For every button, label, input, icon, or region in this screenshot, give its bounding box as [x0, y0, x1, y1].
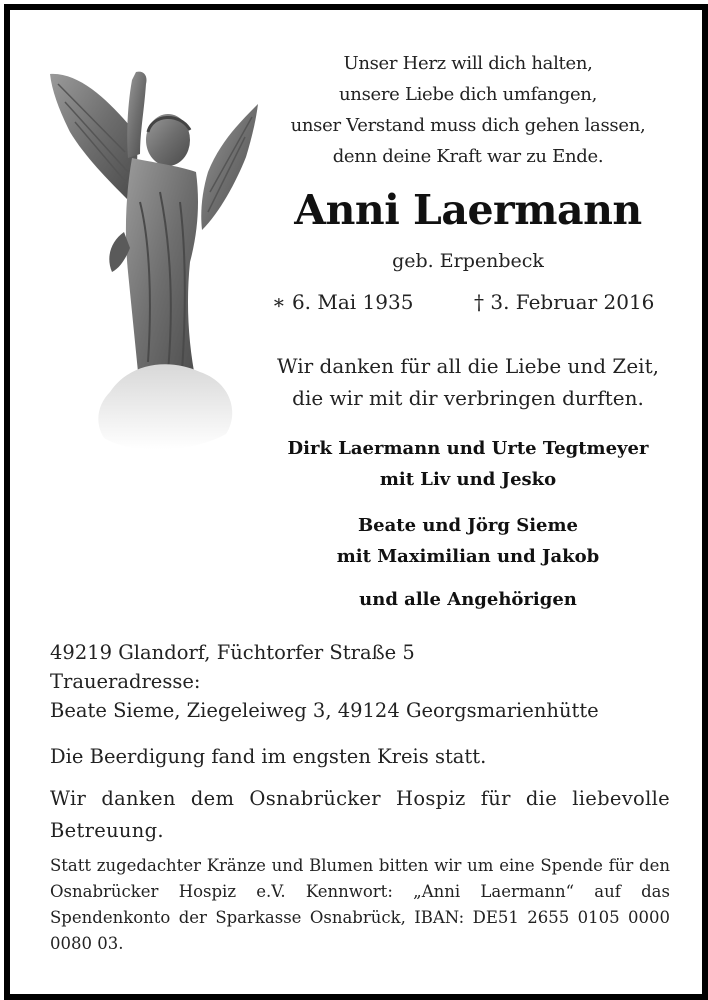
poem-line: unsere Liebe dich umfangen, — [338, 84, 598, 105]
funeral-note: Die Beerdigung fand im engsten Kreis statt. — [50, 745, 487, 768]
family-group-3: und alle Angehörigen — [359, 589, 577, 610]
birth-name: geb. Erpenbeck — [392, 250, 544, 272]
poem-line: denn deine Kraft war zu Ende. — [332, 146, 604, 167]
thanks-line: die wir mit dir verbringen durften. — [292, 386, 644, 410]
deceased-name: Anni Laermann — [294, 186, 642, 234]
death-date: † 3. Februar 2016 — [474, 290, 655, 314]
poem-line: unser Verstand muss dich gehen lassen, — [290, 115, 646, 136]
hospice-thanks: Wir danken dem Osnabrücker Hospiz für die liebevolle Betreuung. — [50, 787, 670, 842]
address-label: Traueradresse: — [50, 670, 201, 693]
thanks-verse — [272, 350, 664, 414]
birth-date: ∗ 6. Mai 1935 — [272, 290, 414, 314]
family-line: Beate und Jörg Sieme — [357, 515, 579, 536]
obituary-card — [4, 4, 708, 1000]
poem-line: Unser Herz will dich halten, — [343, 53, 593, 74]
address-block — [50, 638, 670, 725]
family-group-1 — [272, 433, 664, 495]
family-line: Dirk Laermann und Urte Tegtmeyer — [287, 438, 649, 459]
family-line: mit Liv und Jesko — [379, 469, 557, 490]
address-line: 49219 Glandorf, Füchtorfer Straße 5 — [50, 641, 415, 664]
angel-statue-image — [40, 62, 260, 454]
poem — [272, 48, 664, 172]
address-line: Beate Sieme, Ziegeleiweg 3, 49124 Georgsmarienhütte — [50, 699, 599, 722]
family-line: mit Maximilian und Jakob — [336, 546, 600, 567]
family-group-2 — [272, 510, 664, 572]
thanks-line: Wir danken für all die Liebe und Zeit, — [277, 354, 659, 378]
donation-note: Statt zugedachter Kränze und Blumen bitten wir um eine Spende für den Osnabrücker Hospiz e.V. Kennwort: „Anni Laermann“ auf das Spendenkonto der Sparkasse Osnabrück, IBAN: DE51 2655 0105 0000 0080 03. — [50, 856, 670, 953]
